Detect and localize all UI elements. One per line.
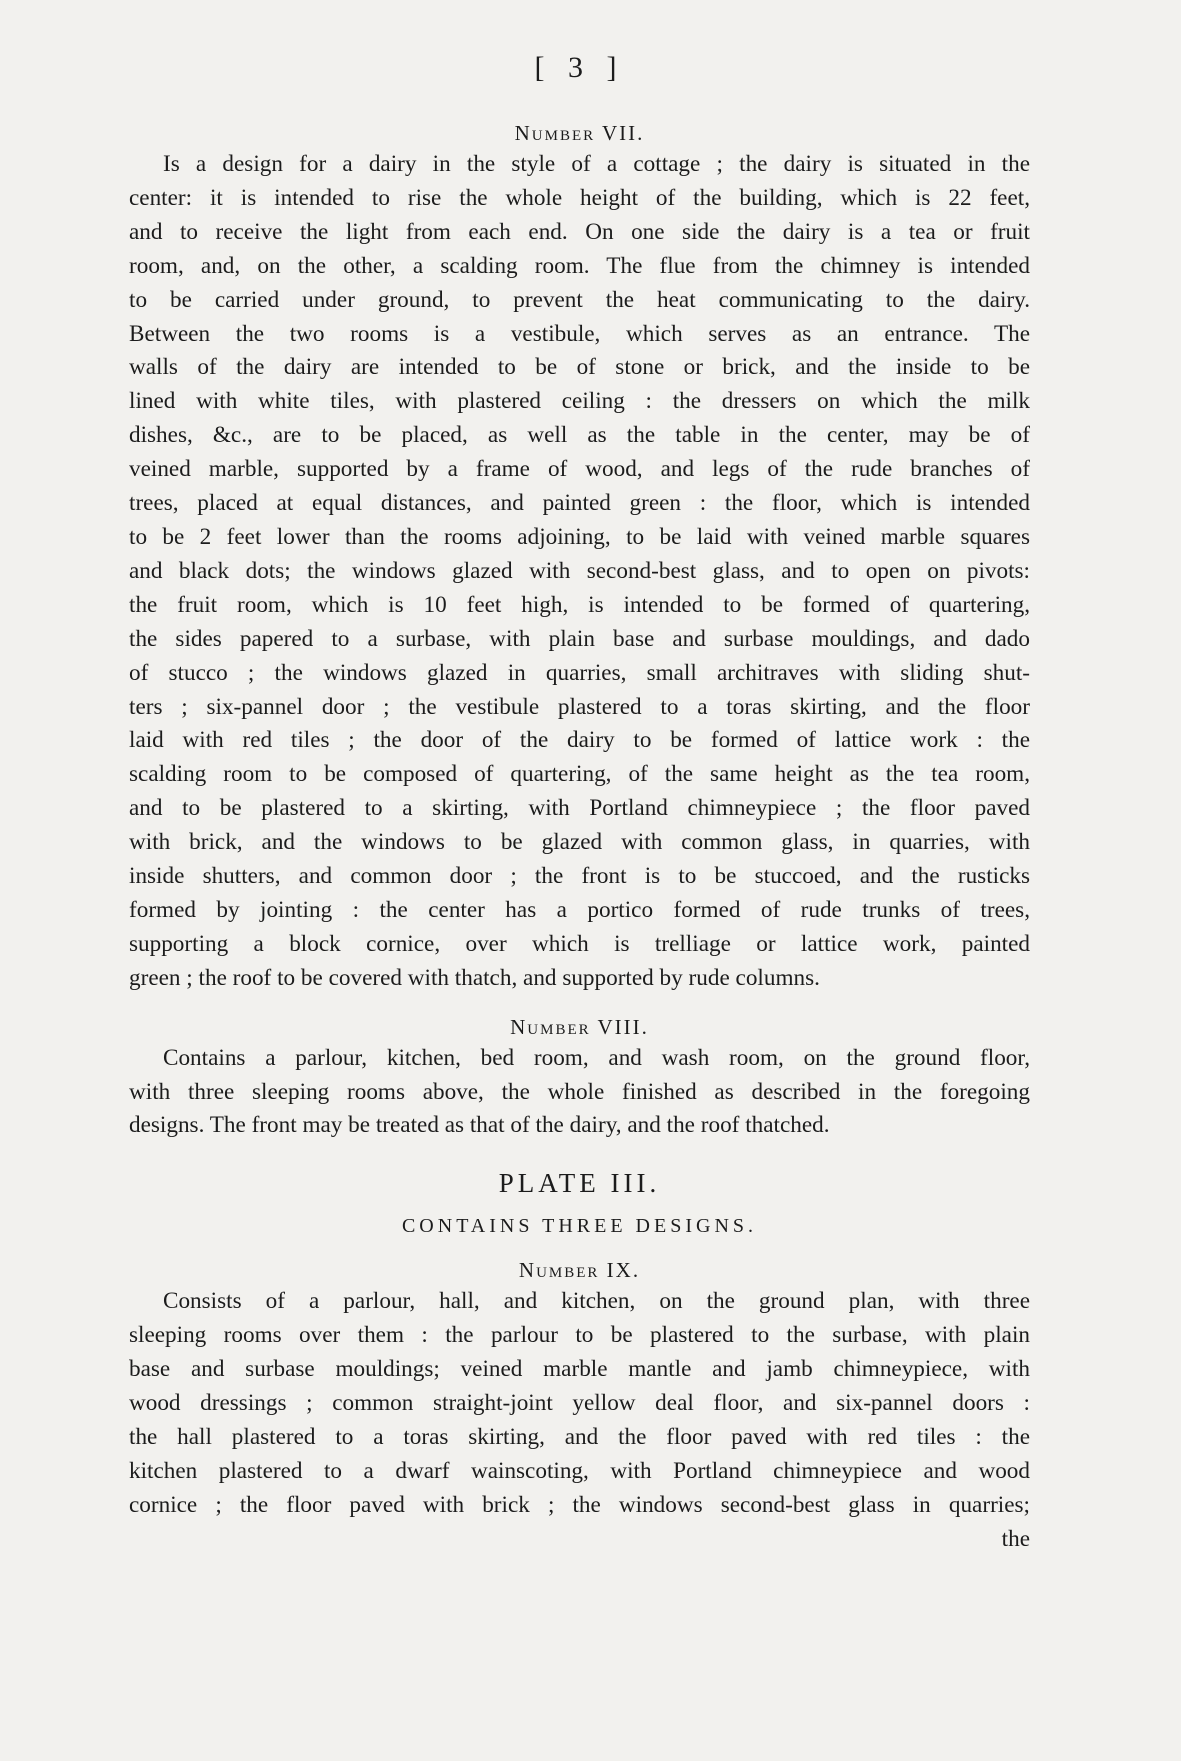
section-heading-viii: Number VIII. bbox=[510, 1014, 649, 1039]
page-number: [ 3 ] bbox=[534, 51, 625, 84]
text-line: scalding room to be composed of quartering, of the same height as the tea room, bbox=[129, 761, 1030, 788]
section-heading-vii: Number VII. bbox=[514, 121, 645, 145]
paragraph-viii bbox=[129, 1042, 1030, 1144]
section-heading-ix: Number IX. bbox=[518, 1258, 641, 1283]
text-line: wood dressings ; common straight-joint yellow deal floor, and six-pannel doors : bbox=[129, 1390, 1030, 1417]
text-line: supporting a block cornice, over which is trelliage or lattice work, painted bbox=[129, 930, 1030, 957]
paragraph-vii bbox=[129, 148, 1030, 996]
text-line: center: it is intended to rise the whole height of the building, which is 22 feet, bbox=[129, 184, 1030, 211]
text-line: to be carried under ground, to prevent the heat communicating to the dairy. bbox=[129, 286, 1030, 313]
plate-subtitle: CONTAINS THREE DESIGNS. bbox=[401, 1215, 758, 1238]
text-line: with three sleeping rooms above, the whole finished as described in the foregoing bbox=[129, 1078, 1030, 1105]
text-line: base and surbase mouldings; veined marble mantle and jamb chimneypiece, with bbox=[129, 1356, 1030, 1383]
text-line: kitchen plastered to a dwarf wainscoting, with Portland chimneypiece and wood bbox=[129, 1457, 1030, 1484]
text-line: veined marble, supported by a frame of wood, and legs of the rude branches of bbox=[129, 456, 1030, 483]
text-line: room, and, on the other, a scalding room. The flue from the chimney is intended bbox=[129, 252, 1030, 279]
text-line: designs. The front may be treated as that of the dairy, and the roof thatched. bbox=[129, 1112, 830, 1139]
text-line: the fruit room, which is 10 feet high, is intended to be formed of quartering, bbox=[129, 591, 1030, 618]
text-line: and to receive the light from each end. On one side the dairy is a tea or fruit bbox=[129, 218, 1030, 245]
text-line: ters ; six-pannel door ; the vestibule plastered to a toras skirting, and the floor bbox=[129, 693, 1030, 720]
paragraph-ix bbox=[129, 1285, 1030, 1556]
text-line: Consists of a parlour, hall, and kitchen, on the ground plan, with three bbox=[163, 1288, 1030, 1315]
text-line: dishes, &c., are to be placed, as well as the table in the center, may be of bbox=[129, 422, 1030, 449]
text-line: Contains a parlour, kitchen, bed room, and wash room, on the ground floor, bbox=[163, 1044, 1030, 1071]
text-line: sleeping rooms over them : the parlour to be plastered to the surbase, with plain bbox=[129, 1322, 1030, 1349]
text-line: the sides papered to a surbase, with plain base and surbase mouldings, and dado bbox=[129, 625, 1030, 652]
text-line: Is a design for a dairy in the style of a cottage ; the dairy is situated in the bbox=[163, 151, 1030, 177]
text-line: cornice ; the floor paved with brick ; the windows second-best glass in quarries; bbox=[129, 1491, 1030, 1518]
text-line: formed by jointing : the center has a portico formed of rude trunks of trees, bbox=[129, 896, 1030, 923]
text-line: Between the two rooms is a vestibule, which serves as an entrance. The bbox=[129, 320, 1030, 347]
text-line: to be 2 feet lower than the rooms adjoining, to be laid with veined marble squares bbox=[129, 523, 1030, 550]
text-line: the hall plastered to a toras skirting, and the floor paved with red tiles : the bbox=[129, 1424, 1030, 1450]
text-line: walls of the dairy are intended to be of stone or brick, and the inside to be bbox=[129, 354, 1030, 381]
text-line: lined with white tiles, with plastered ceiling : the dressers on which the milk bbox=[129, 388, 1030, 415]
text-line: of stucco ; the windows glazed in quarries, small architraves with sliding shut- bbox=[129, 659, 1030, 686]
text-line: with brick, and the windows to be glazed with common glass, in quarries, with bbox=[129, 829, 1030, 856]
text-line: laid with red tiles ; the door of the dairy to be formed of lattice work : the bbox=[129, 727, 1030, 754]
plate-title: PLATE III. bbox=[498, 1168, 661, 1199]
text-line: green ; the roof to be covered with thatch, and supported by rude columns. bbox=[129, 964, 820, 991]
catchword: the bbox=[1001, 1525, 1030, 1552]
text-line: and to be plastered to a skirting, with Portland chimneypiece ; the floor paved bbox=[129, 795, 1030, 822]
text-line: and black dots; the windows glazed with second-best glass, and to open on pivots: bbox=[129, 557, 1030, 584]
text-line: inside shutters, and common door ; the front is to be stuccoed, and the rusticks bbox=[129, 863, 1030, 890]
text-line: trees, placed at equal distances, and painted green : the floor, which is intended bbox=[129, 490, 1030, 517]
